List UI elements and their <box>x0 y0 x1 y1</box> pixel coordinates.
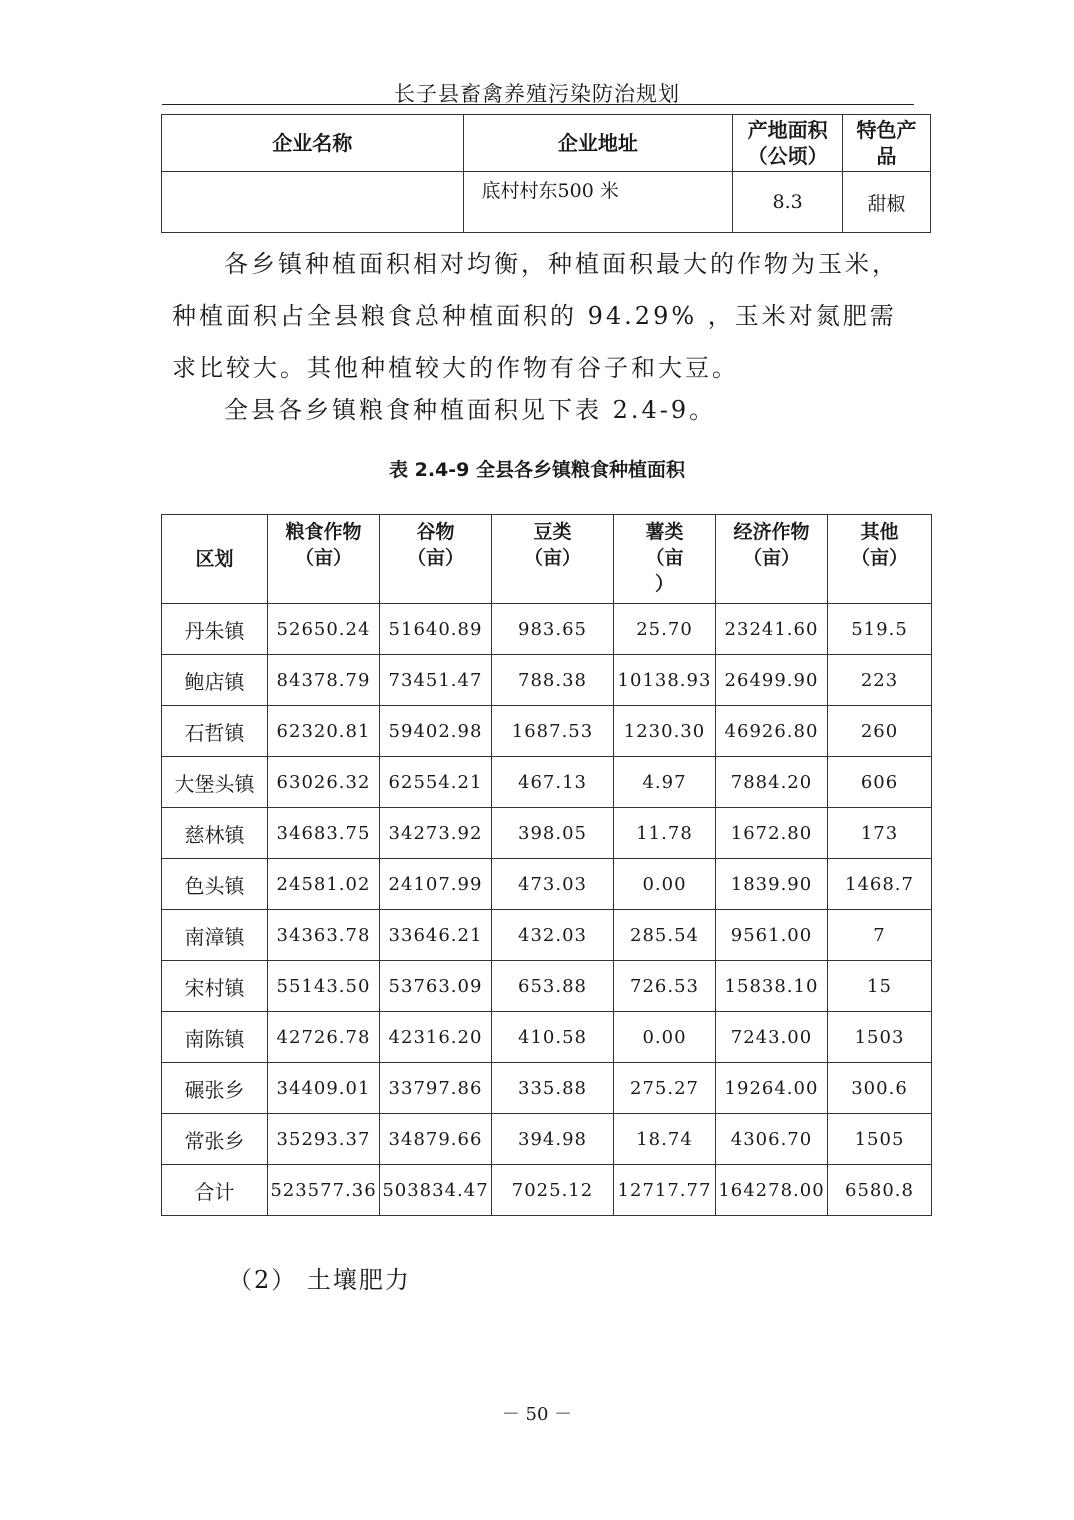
table-row <box>162 1063 932 1114</box>
table-row <box>162 808 932 859</box>
tubers-cell: 0.00 <box>614 859 716 910</box>
grain-area-table <box>161 514 932 1216</box>
legumes-cell: 335.88 <box>492 1063 614 1114</box>
cereals-cell: 503834.47 <box>380 1165 492 1216</box>
town-cell: 鲍店镇 <box>162 655 268 706</box>
table-row <box>162 1114 932 1165</box>
town-cell: 宋村镇 <box>162 961 268 1012</box>
legumes-header-line: 豆类 <box>533 521 572 543</box>
town-cell: 丹朱镇 <box>162 604 268 655</box>
header-rule <box>162 104 914 105</box>
document-header-title: 长子县畜禽养殖污染防治规划 <box>394 82 680 106</box>
company-name-cell <box>162 172 464 233</box>
other-cell: 6580.8 <box>828 1165 932 1216</box>
grain-crops-cell: 63026.32 <box>268 757 380 808</box>
table-row <box>162 706 932 757</box>
cash-crops-cell: 7243.00 <box>716 1012 828 1063</box>
legumes-cell: 394.98 <box>492 1114 614 1165</box>
other-header-line: （亩） <box>850 547 908 569</box>
other-cell: 7 <box>828 910 932 961</box>
company-address-cell: 底村村东500 米 <box>463 172 733 233</box>
table-row <box>162 1012 932 1063</box>
cereals-cell: 34879.66 <box>380 1114 492 1165</box>
special-product-header-line1: 特色产 <box>856 118 917 142</box>
tubers-cell: 275.27 <box>614 1063 716 1114</box>
other-cell: 606 <box>828 757 932 808</box>
cash-crops-cell: 26499.90 <box>716 655 828 706</box>
tubers-cell: 25.70 <box>614 604 716 655</box>
other-header-line: 其他 <box>860 521 899 543</box>
cash-crops-cell: 46926.80 <box>716 706 828 757</box>
cash-crops-cell: 164278.00 <box>716 1165 828 1216</box>
legumes-cell: 432.03 <box>492 910 614 961</box>
table-row <box>162 910 932 961</box>
cereals-header-line: （亩） <box>406 547 464 569</box>
cash-crops-cell: 15838.10 <box>716 961 828 1012</box>
town-cell: 色头镇 <box>162 859 268 910</box>
tubers-cell: 0.00 <box>614 1012 716 1063</box>
grain-crops-cell: 523577.36 <box>268 1165 380 1216</box>
tubers-header-line: ） <box>654 573 674 595</box>
cereals-cell: 33797.86 <box>380 1063 492 1114</box>
special-product-header <box>843 115 931 172</box>
production-area-header <box>733 115 843 172</box>
legumes-cell: 788.38 <box>492 655 614 706</box>
tubers-cell: 726.53 <box>614 961 716 1012</box>
town-cell: 大堡头镇 <box>162 757 268 808</box>
grain-table-header-row <box>162 515 932 604</box>
cereals-cell: 51640.89 <box>380 604 492 655</box>
special-product-cell: 甜椒 <box>843 172 931 233</box>
other-header <box>828 515 932 604</box>
other-cell: 300.6 <box>828 1063 932 1114</box>
cereals-cell: 24107.99 <box>380 859 492 910</box>
table-row <box>162 655 932 706</box>
cash-crops-header-line: 经济作物 <box>733 521 810 543</box>
grain-crops-cell: 24581.02 <box>268 859 380 910</box>
town-cell: 碾张乡 <box>162 1063 268 1114</box>
cereals-cell: 73451.47 <box>380 655 492 706</box>
other-cell: 519.5 <box>828 604 932 655</box>
grain-crops-cell: 34409.01 <box>268 1063 380 1114</box>
cereals-cell: 34273.92 <box>380 808 492 859</box>
other-cell: 1505 <box>828 1114 932 1165</box>
legumes-cell: 7025.12 <box>492 1165 614 1216</box>
company-table-row <box>162 172 931 233</box>
table-row <box>162 604 932 655</box>
town-cell: 南陈镇 <box>162 1012 268 1063</box>
company-name-header: 企业名称 <box>162 115 464 172</box>
cash-crops-cell: 9561.00 <box>716 910 828 961</box>
grain-crops-header <box>268 515 380 604</box>
cash-crops-cell: 23241.60 <box>716 604 828 655</box>
table-reference-paragraph: 全县各乡镇粮食种植面积见下表 2.4-9。 <box>224 396 717 424</box>
grain-crops-cell: 34363.78 <box>268 910 380 961</box>
legumes-cell: 467.13 <box>492 757 614 808</box>
grain-crops-cell: 35293.37 <box>268 1114 380 1165</box>
cereals-header <box>380 515 492 604</box>
grain-crops-header-line: 粮食作物 <box>285 521 362 543</box>
tubers-header-line: 薯类 <box>645 521 684 543</box>
cereals-header-line: 谷物 <box>416 521 455 543</box>
production-area-cell: 8.3 <box>733 172 843 233</box>
grain-crops-cell: 55143.50 <box>268 961 380 1012</box>
production-area-header-line1: 产地面积 <box>747 118 828 142</box>
company-address-header: 企业地址 <box>463 115 733 172</box>
tubers-cell: 285.54 <box>614 910 716 961</box>
tubers-cell: 1230.30 <box>614 706 716 757</box>
cereals-cell: 42316.20 <box>380 1012 492 1063</box>
tubers-cell: 11.78 <box>614 808 716 859</box>
legumes-cell: 398.05 <box>492 808 614 859</box>
town-cell: 常张乡 <box>162 1114 268 1165</box>
other-cell: 223 <box>828 655 932 706</box>
legumes-cell: 983.65 <box>492 604 614 655</box>
legumes-cell: 473.03 <box>492 859 614 910</box>
company-table-header-row <box>162 115 931 172</box>
other-cell: 15 <box>828 961 932 1012</box>
town-cell: 石哲镇 <box>162 706 268 757</box>
body-paragraph: 各乡镇种植面积相对均衡，种植面积最大的作物为玉米，种植面积占全县粮食总种植面积的 94.29% ，玉米对氮肥需求比较大。其他种植较大的作物有谷子和大豆。 <box>172 250 899 382</box>
cash-crops-cell: 19264.00 <box>716 1063 828 1114</box>
cash-crops-header-line: （亩） <box>742 547 800 569</box>
other-cell: 1468.7 <box>828 859 932 910</box>
cash-crops-cell: 4306.70 <box>716 1114 828 1165</box>
legumes-header-line: （亩） <box>523 547 581 569</box>
grain-crops-cell: 42726.78 <box>268 1012 380 1063</box>
grain-crops-cell: 34683.75 <box>268 808 380 859</box>
grain-crops-cell: 52650.24 <box>268 604 380 655</box>
page-number: － 50 － <box>501 1404 573 1425</box>
legumes-header <box>492 515 614 604</box>
other-cell: 173 <box>828 808 932 859</box>
other-cell: 260 <box>828 706 932 757</box>
cereals-cell: 33646.21 <box>380 910 492 961</box>
total-row <box>162 1165 932 1216</box>
district-header-line: 区划 <box>195 548 234 570</box>
legumes-cell: 410.58 <box>492 1012 614 1063</box>
cereals-cell: 53763.09 <box>380 961 492 1012</box>
special-product-header-line2: 品 <box>876 144 897 168</box>
tubers-cell: 10138.93 <box>614 655 716 706</box>
other-cell: 1503 <box>828 1012 932 1063</box>
cash-crops-cell: 1839.90 <box>716 859 828 910</box>
company-table <box>161 114 931 233</box>
town-cell: 合计 <box>162 1165 268 1216</box>
table-row <box>162 859 932 910</box>
cereals-cell: 59402.98 <box>380 706 492 757</box>
district-header <box>162 515 268 604</box>
legumes-cell: 653.88 <box>492 961 614 1012</box>
grain-crops-header-line: （亩） <box>294 547 352 569</box>
tubers-cell: 4.97 <box>614 757 716 808</box>
cash-crops-cell: 1672.80 <box>716 808 828 859</box>
town-cell: 慈林镇 <box>162 808 268 859</box>
section-heading: （2） 土壤肥力 <box>228 1266 411 1294</box>
grain-crops-cell: 62320.81 <box>268 706 380 757</box>
legumes-cell: 1687.53 <box>492 706 614 757</box>
tubers-header-line: （亩 <box>645 547 684 569</box>
tubers-cell: 12717.77 <box>614 1165 716 1216</box>
table-row <box>162 961 932 1012</box>
grain-crops-cell: 84378.79 <box>268 655 380 706</box>
table-row <box>162 757 932 808</box>
tubers-cell: 18.74 <box>614 1114 716 1165</box>
production-area-header-line2: （公顷） <box>747 144 828 168</box>
cereals-cell: 62554.21 <box>380 757 492 808</box>
cash-crops-cell: 7884.20 <box>716 757 828 808</box>
cash-crops-header <box>716 515 828 604</box>
table-caption: 表 2.4-9 全县各乡镇粮食种植面积 <box>389 459 685 481</box>
grain-table-body <box>162 604 932 1216</box>
tubers-header <box>614 515 716 604</box>
town-cell: 南漳镇 <box>162 910 268 961</box>
